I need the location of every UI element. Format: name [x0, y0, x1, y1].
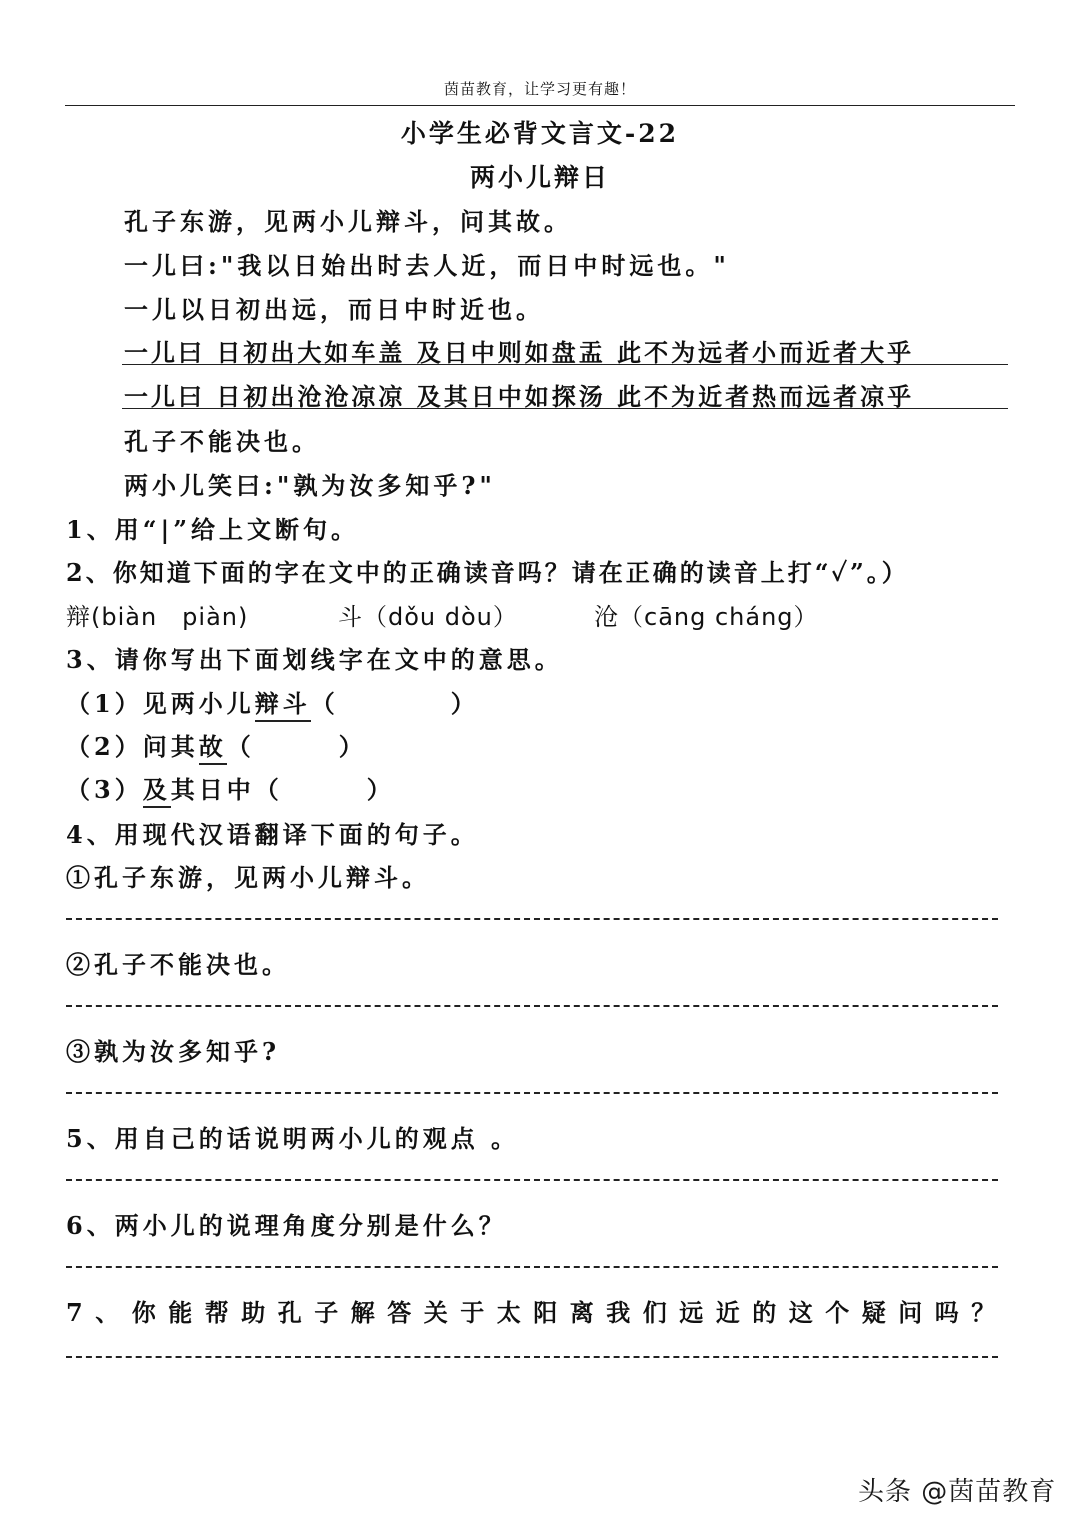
- q3-item-3: [66, 770, 395, 805]
- q3-item-3-blank[interactable]: 其日中（ ）: [170, 775, 395, 804]
- passage-line-7: 两小儿笑曰:"孰为汝多知乎?": [124, 471, 496, 500]
- pinyin-option-1: [66, 597, 248, 632]
- question-4: 4、用现代汉语翻译下面的句子。: [66, 820, 479, 849]
- q4-item-3: ③孰为汝多知乎?: [66, 1037, 281, 1066]
- q3-item-3-prefix: （3）: [66, 775, 143, 804]
- answer-line-2[interactable]: [66, 1005, 998, 1007]
- header-rule: [65, 105, 1015, 106]
- q3-item-1-blank[interactable]: （ ）: [310, 689, 479, 718]
- q3-item-1-underlined: 辩斗: [255, 689, 311, 722]
- question-1: 1、用“|”给上文断句。: [66, 515, 360, 544]
- passage-line-1: 孔子东游，见两小儿辩斗，问其故。: [124, 207, 572, 236]
- watermark: 头条 @茵苗教育: [858, 1477, 1057, 1507]
- passage-line-6: 孔子不能决也。: [124, 427, 320, 456]
- q3-item-1-prefix: （1）见两小儿: [66, 689, 255, 718]
- pinyin-1: 辩(biàn piàn): [66, 603, 249, 631]
- answer-line-6[interactable]: [66, 1356, 998, 1358]
- passage-line-2: 一儿曰:"我以日始出时去人近，而日中时远也。": [124, 251, 730, 280]
- q3-item-3-underlined: 及: [143, 775, 171, 808]
- pinyin-option-3: [594, 597, 819, 632]
- question-3: 3、请你写出下面划线字在文中的意思。: [66, 645, 563, 674]
- passage-line-3: 一儿以日初出远，而日中时近也。: [124, 295, 544, 324]
- page-header: 茵苗教育，让学习更有趣！: [443, 80, 636, 98]
- pinyin-2: 斗（dǒu dòu）: [338, 603, 518, 631]
- passage-title: 两小儿辩日: [469, 163, 610, 192]
- question-5: 5、用自己的话说明两小儿的观点 。: [66, 1124, 520, 1153]
- q3-item-2-prefix: （2）问其: [66, 732, 199, 761]
- page-title: 小学生必背文言文-22: [400, 119, 680, 148]
- answer-line-4[interactable]: [66, 1179, 998, 1181]
- question-2: 2、你知道下面的字在文中的正确读音吗？请在正确的读音上打“✓”。）: [66, 558, 909, 587]
- q3-item-2-blank[interactable]: （ ）: [226, 732, 367, 761]
- passage-line-4: 一儿曰 日初出大如车盖 及日中则如盘盂 此不为远者小而近者大乎: [124, 338, 915, 367]
- passage-line-5: 一儿曰 日初出沧沧凉凉 及其日中如探汤 此不为近者热而远者凉乎: [124, 382, 915, 411]
- answer-line-3[interactable]: [66, 1092, 998, 1094]
- pinyin-option-2: [338, 597, 518, 632]
- q3-item-1: [66, 684, 479, 719]
- q4-item-1: ①孔子东游，见两小儿辩斗。: [66, 863, 430, 892]
- q3-item-2-underlined: 故: [199, 732, 227, 765]
- q3-item-2: [66, 727, 367, 762]
- q4-item-2: ②孔子不能决也。: [66, 950, 290, 979]
- question-6: 6、两小儿的说理角度分别是什么？: [66, 1211, 507, 1240]
- answer-line-1[interactable]: [66, 918, 998, 920]
- question-7: 7、你能帮助孔子解答关于太阳离我们远近的这个疑问吗？: [66, 1298, 1008, 1327]
- answer-line-5[interactable]: [66, 1266, 998, 1268]
- pinyin-3: 沧（cāng cháng）: [594, 603, 819, 631]
